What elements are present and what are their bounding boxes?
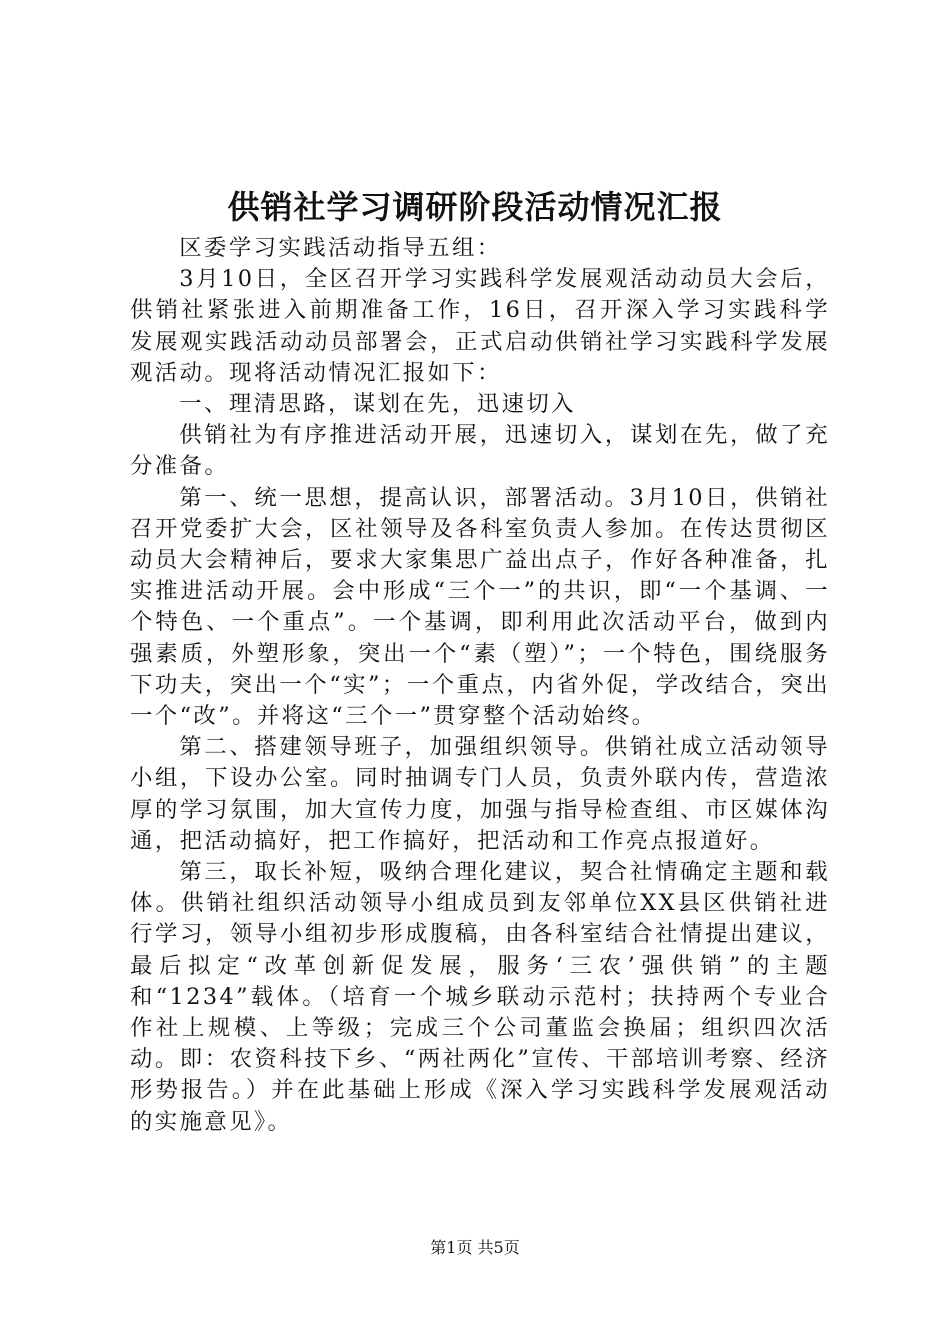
section-heading: 一、理清思路，谋划在先，迅速切入 [179,391,576,418]
body-paragraph: 第二、搭建领导班子，加强组织领导。供销社成立活动领导小组，下设办公室。同时抽调专门人员，负责外联内传，营造浓厚的学习氛围，加大宣传力度，加强与指导检查组、市区媒体沟通，把活动搞好，把工作搞好，把活动和工作亮点报道好。 [130,734,830,854]
document-title: 供销社学习调研阶段活动情况汇报 [227,188,723,226]
page-number-footer: 第1页 共5页 [430,1238,520,1257]
salutation-paragraph: 区委学习实践活动指导五组： [179,235,502,261]
body-paragraph: 第三，取长补短，吸纳合理化建议，契合社情确定主题和载体。供销社组织活动领导小组成员到友邻单位XX县区供销社进行学习，领导小组初步形成腹稿，由各科室结合社情提出建议，最后拟定“改革创新促发展，服务‘三农’强供销”的主题和“1234”载体。（培育一个城乡联动示范村；扶持两个专业合作社上规模、上等级；完成三个公司董监会换届；组织四次活动。即：农资科技下乡、“两社两化”宣传、干部培训考察、经济形势报告。）并在此基础上形成《深入学习实践科学发展观活动的实施意见》。 [130,859,830,1135]
body-paragraph: 供销社为有序推进活动开展，迅速切入，谋划在先，做了充分准备。 [130,422,830,480]
intro-paragraph: 3月10日，全区召开学习实践科学发展观活动动员大会后，供销社紧张进入前期准备工作，16日，召开深入学习实践科学发展观实践活动动员部署会，正式启动供销社学习实践科学发展观活动。现将活动情况汇报如下： [130,266,830,386]
document-body [130,233,830,1138]
body-paragraph: 第一、统一思想，提高认识，部署活动。3月10日，供销社召开党委扩大会，区社领导及各科室负责人参加。在传达贯彻区动员大会精神后，要求大家集思广益出点子，作好各种准备，扎实推进活动开展。会中形成“三个一”的共识，即“一个基调、一个特色、一个重点”。一个基调，即利用此次活动平台，做到内强素质，外塑形象，突出一个“素（塑）”；一个特色，围绕服务下功夫，突出一个“实”；一个重点，内省外促，学改结合，突出一个“改”。并将这“三个一”贯穿整个活动始终。 [130,484,830,730]
